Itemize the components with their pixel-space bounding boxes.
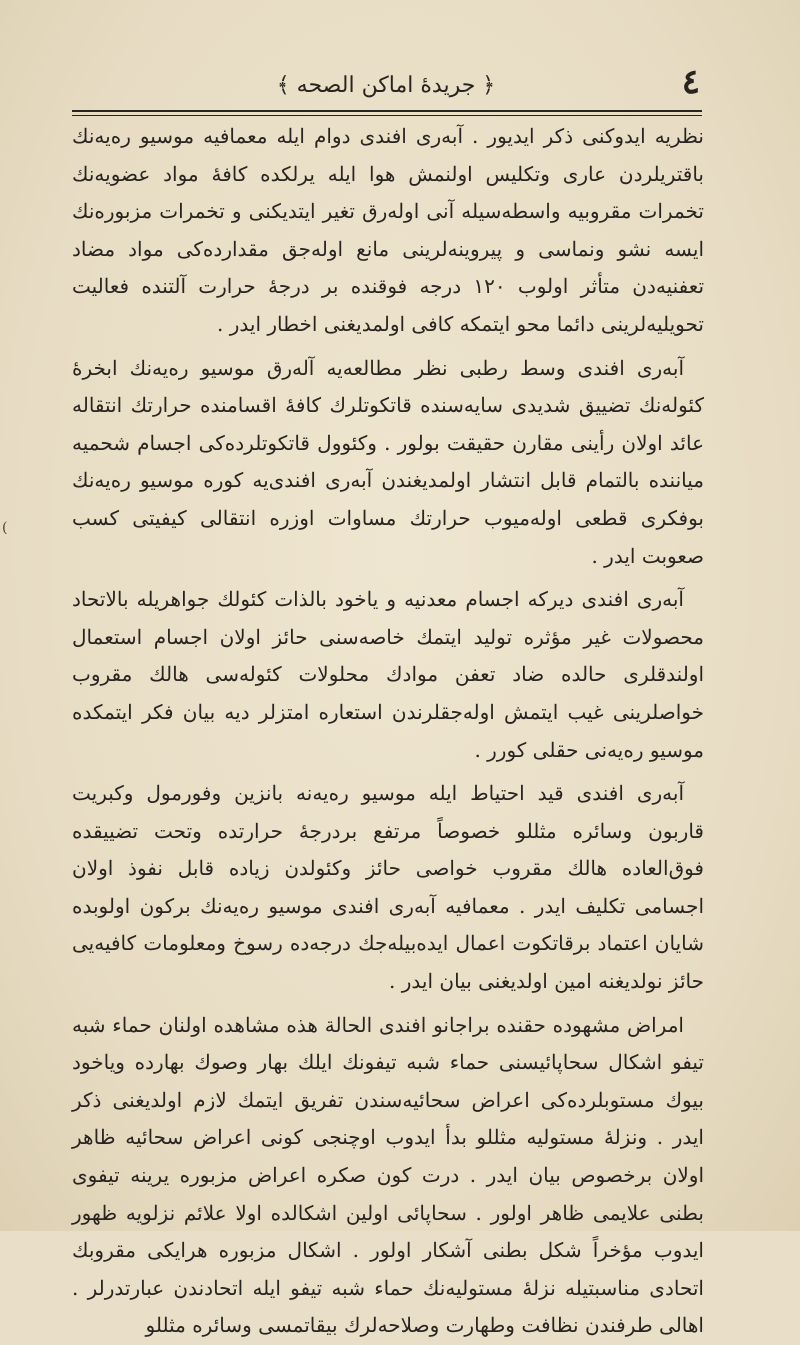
paragraph: آبه‌ری افندی وسط رطبی نظر مطالعه‌یه آله‌رق موسیو ره‌یه‌نك ابخرهٔ کئوله‌نك تضییق شدیدی سایه‌سنده قاتکوتلرك کافهٔ اقسامنده حرارتك انتقاله عائد اولان رأینی مقارن حقیقت بولور . وکئوول قاتکوتلرده‌کی اجسام شحمیه میاننده بالتمام قابل انتشار اولمدیغندن آبه‌ری افندی‌یه کوره موسیو ره‌یه‌نك بوفکری قطعی اوله‌میوب حرارتك مساوات اوزره انتقالی کیفیتی کسب صعوبت ایدر . (72, 355, 704, 568)
paragraph: نظریه ایدوکنی ذکر ایدیور . آبه‌ری افندی دوام ایله معمافیه موسیو ره‌یه‌نك باقتریلردن عاری وتکلیس اولنمش هوا ایله یرلکده کافهٔ مواد عضویه‌نك تخمرات مقروبیه واسطه‌سیله آنی اوله‌رق تغیر ایتدیکنی و تخمرات مزبوره‌نك ایسه نشو ونماسی و پیروینه‌لرینی مانع اوله‌جق مقدارده‌کی مواد مضاد تعفنیه‌دن متأثر اولوب ۱۲۰ درجه فوقنده بر درجهٔ حرارت آلتنده فعالیت تحویلیه‌لرینی دائما محو ایتمکه کافی اولمدیغنی اخطار ایدر . (72, 124, 705, 336)
page-number: ٤ (681, 62, 700, 102)
page-header (72, 62, 700, 110)
header-rule-thin (72, 115, 702, 116)
journal-title: ﴿ جریدهٔ اماکن الصحه ﴾ (276, 73, 496, 98)
paragraph: امراض مشهوده حقنده براجانو افندی الحالة هذه مشاهده اولنان حماء شبه تیفو اشکال سحاپائیسنی حماء شبه تیفونك ایلك بهار وصوك بهارده ویاخود بیوك مستوبلرده‌کی اعراض سحائیه‌سندن تفریق ایتمك لازم اولدیغنی ذکر ایدر . ونزلهٔ مستوليه مثللو بدأ ایدوب اوچنجی کونی اعراض سحائیه ظاهر اولان برخصوص بیان ایدر . درت کون صکره اعراض مزبوره یرینه تیفوی بطنی علایمی ظاهر اولور . سحاپائی اولین اشکالده اولا علائم نزلویه ظهور ایدوب مؤخراً شکل بطنی آشکار اولور . اشکال مزبوره هرایکی مقروبك اتحادی مناسبتیله نزلهٔ مستولیه‌نك حماء شبه تیفو ایله اتحادندن عبارتدرلر . اهالی طرفندن نظافت وطهارت وصلاحه‌لرك بیقاتمسی وسائره مثللو (72, 1012, 704, 1338)
paragraph: آبه‌ری افندی قید احتیاط ایله موسیو ره‌یه‌نه بانزین وفورمول وکبریت قاربون وسائره مثللو خصوصاً مرتفع بردرجهٔ حرارتده وتحت تضییقده فوق‌العاده هالك مقروب خواصی حائز وکئولدن زیاده قابل نفوذ اولان اجسامی تکلیف ایدر . معمافیه آبه‌ری افندی موسیو ره‌یه‌نك برکون اولوبده شایان اعتماد برقاتکوت اعمال ایده‌بیله‌جك درجه‌ده رسوخ ومعلومات کافیه‌یی حائز نولدیغنه امین اولدیغنی بیان ایدر . (72, 781, 704, 994)
header-rule-thick (72, 110, 702, 112)
margin-mark: ( (2, 520, 8, 536)
paragraph: آبه‌ری افندی دیرکه اجسام معدنیه و یاخود بالذات کئولك جواهریله بالاتحاد محصولات غیر مؤثره تولید ایتمك خاصه‌سنی حائز اولان اجسام استعمال اولندقلری حالده ضاد تعفن موادك محلولات کئوله‌سی هالك مقروب خواصلرینی غیب ایتمش اوله‌جقلرندن استعاره امتزلر دیه بیان فکر ایتمکده موسیو ره‌یه‌نی حقلی کورر . (72, 587, 704, 762)
article-body (72, 118, 704, 1345)
